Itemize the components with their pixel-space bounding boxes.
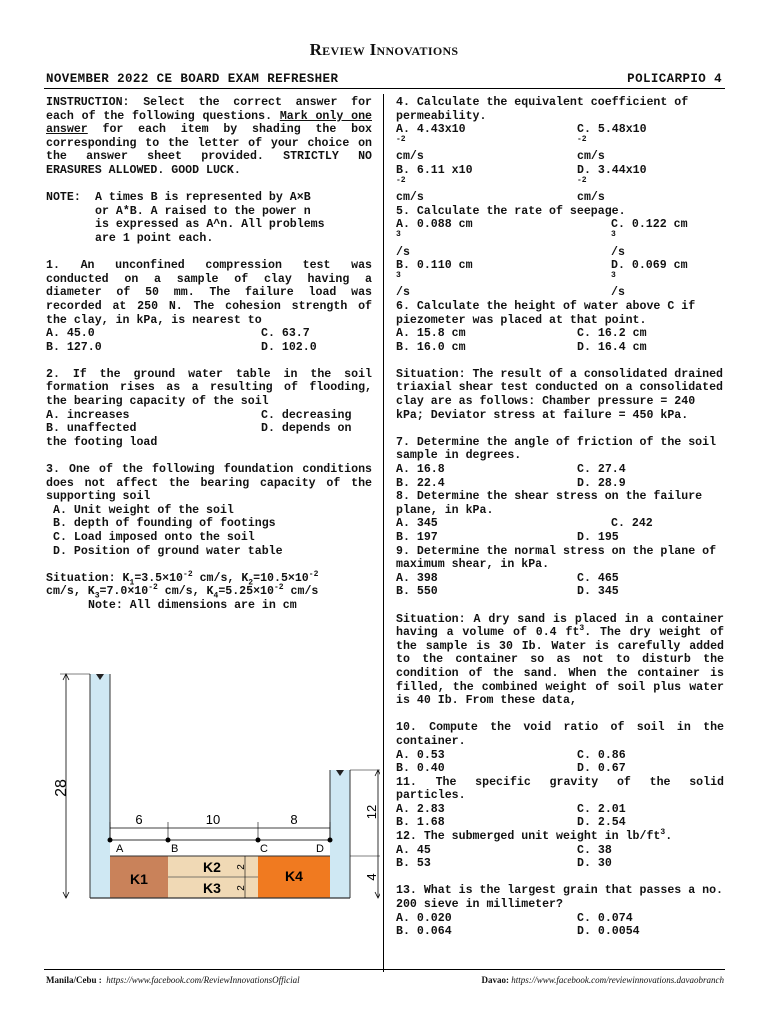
k1-label: K1 <box>130 871 148 887</box>
height-28-label: 28 <box>53 779 70 797</box>
footer-rule <box>44 969 725 970</box>
left-column <box>46 96 372 613</box>
k3-label: K3 <box>203 880 221 896</box>
header-rule <box>44 88 725 89</box>
question-9: 9. Determine the normal stress on the plane of maximum shear, in kPa. A. 398 C. 465 B. 550 D. 345 <box>396 544 717 599</box>
question-11: 11. The specific gravity of the solid particles. A. 2.83 C. 2.01 B. 1.68 D. 2.54 <box>396 775 724 830</box>
column-divider <box>383 94 384 972</box>
question-3: 3. One of the following foundation conditions does not affect the bearing capacity of the supporting soil A. Unit weight of the soil B. depth of founding of footings C. Load imposed onto the soil D. Position of ground water table <box>46 463 372 558</box>
question-13: 13. What is the largest grain that passes a no. 200 sieve in millimeter? A. 0.020 C. 0.074 B. 0.064 D. 0.0054 <box>396 884 723 939</box>
width-6-label: 6 <box>135 812 143 827</box>
situation-triaxial: Situation: The result of a consolidated drained triaxial shear test conducted on a consolidated clay are as follows: Chamber pressure = 240 kPa; Deviator stress at failure = 450 kPa. <box>396 367 723 422</box>
permeability-diagram <box>40 660 380 910</box>
brand-title: Review Innovations <box>309 40 459 59</box>
right-column <box>396 96 724 939</box>
question-7: 7. Determine the angle of friction of the soil sample in degrees. A. 16.8 C. 27.4 B. 22.4 D. 28.9 <box>396 435 717 490</box>
point-a-label: A <box>116 843 124 855</box>
k2-thickness-label: 2 <box>236 864 247 870</box>
footer-right: Davao: https://www.facebook.com/reviewinnovations.davaobranch <box>481 975 724 985</box>
question-1: 1. An unconfined compression test was conducted on a sample of clay having a diameter of 50 mm. The failure load was recorded at 250 N. The cohesion strength of the clay, in kPa, is nearest to A. 45.0 C. 63.7 B. 127.0 D. 102.0 <box>46 259 372 354</box>
k2-label: K2 <box>203 859 221 875</box>
height-12-label: 12 <box>364 804 379 820</box>
width-8-label: 8 <box>290 812 298 827</box>
facebook-link-davao[interactable]: https://www.facebook.com/reviewinnovations.davaobranch <box>511 975 724 985</box>
situation-permeability: Situation: $K_1=3.5\times 10^{-2}$ cm/s, $K_2=10.5\times 10^{-2}$ cm/s, $K_3=7.0\times 10^{-2}$ cm/s, $K_4=5.25\times 10^{-2}$ cm/s Note: All dimensions are in cm <box>46 569 319 612</box>
question-6: 6. Calculate the height of water above C if piezometer was placed at that point. A. 15.8 cm C. 16.2 cm B. 16.0 cm D. 16.4 cm <box>396 299 696 354</box>
instruction: INSTRUCTION: Select the correct answer for each of the following questions. Mark only one answer for each item by shading the box corresponding to the letter of your choice on the answer sheet provided. STRICTLY NO ERASURES ALLOWED. GOOD LUCK. <box>46 96 372 177</box>
width-10-label: 10 <box>205 812 221 827</box>
point-b-label: B <box>171 843 179 855</box>
question-10: 10. Compute the void ratio of soil in the container. A. 0.53 C. 0.86 B. 0.40 D. 0.67 <box>396 721 724 776</box>
note: NOTE: A times B is represented by A×B or A*B. A raised to the power n is expressed as A^n. All problems are 1 point each. <box>46 191 325 245</box>
set-label: POLICARPIO 4 <box>627 72 722 86</box>
right-standpipe-water <box>330 770 350 898</box>
k4-label: K4 <box>285 868 303 884</box>
exam-title: NOVEMBER 2022 CE BOARD EXAM REFRESHER <box>46 72 339 86</box>
question-8: 8. Determine the shear stress on the failure plane, in kPa. A. 345 C. 242 B. 197 D. 195 <box>396 490 703 544</box>
point-d-label: D <box>316 843 324 855</box>
situation-dry-sand: Situation: A dry sand is placed in a container having a volume of 0.4 $ft^3$. The dry weight of the sample is 30 Ib. Water is carefully added to the container so as not to disturb the condition of the sand. When the container is filled, the combined weight of soil plus water is 40 Ib. From these data, <box>396 612 724 708</box>
k3-thickness-label: 2 <box>236 885 247 891</box>
facebook-link-official[interactable]: https://www.facebook.com/ReviewInnovationsOfficial <box>106 975 300 985</box>
footer-left: Manila/Cebu : https://www.facebook.com/ReviewInnovationsOfficial <box>46 975 300 985</box>
question-5: 5. Calculate the rate of seepage. A. 0.088 cm $^3$ /s C. 0.122 cm $^3$ /s B. 0.110 cm $^3$ /s D. 0.069 cm $^3$ /s <box>396 204 688 300</box>
question-2: 2. If the ground water table in the soil formation rises as a resulting of flooding, the bearing capacity of the soil A. increases C. decreasing B. unaffected D. depends on the footing load <box>46 367 372 449</box>
question-4: 4. Calculate the equivalent coefficient of permeability. A. 4.43x10 $^{-2}$ cm/s C. 5.48x10 $^{-2}$ cm/s B. 6.11 x10 $^{-2}$ cm/s D. 3.44x10 $^{-2}$ cm/s <box>396 96 689 205</box>
height-4-label: 4 <box>364 873 379 881</box>
point-c-label: C <box>260 843 268 855</box>
left-standpipe-water <box>90 674 110 898</box>
question-12: 12. The submerged unit weight in $lb/ft^3$. A. 45 C. 38 B. 53 D. 30 <box>396 828 673 871</box>
